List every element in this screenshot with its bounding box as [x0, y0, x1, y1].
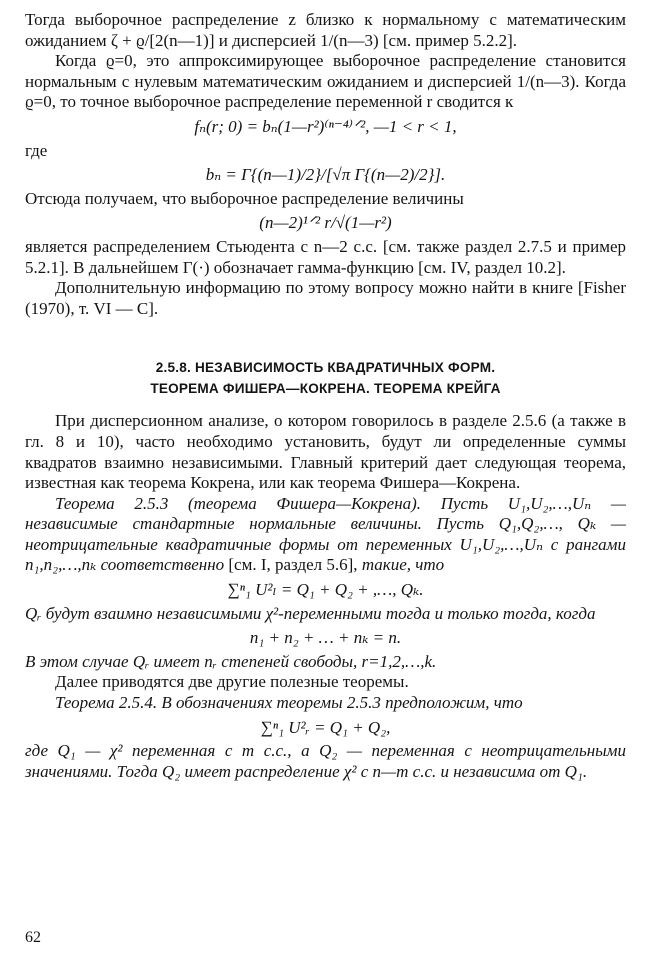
paragraph: где: [25, 140, 48, 160]
paragraph: При дисперсионном анализе, о котором говорилось в разделе 2.5.6 (а также в гл. 8 и 10), часто необходимо установить, будут ли определенные суммы квадратов взаимно независимыми. Главный критерий дает следующая теорема, известная как теорема Кокрена, или как теорема Фишера—Кокрена.: [25, 411, 626, 493]
section-heading-line: ТЕОРЕМА ФИШЕРА—КОКРЕНА. ТЕОРЕМА КРЕЙГА: [150, 381, 501, 397]
paragraph: Тогда выборочное распределение z близко к нормальному с математическим ожиданием ζ + ϱ/[2(n—1)] и дисперсией 1/(n—3) [см. пример 5.2.2].: [25, 10, 626, 50]
paragraph: является распределением Стьюдента с n—2 с.с. [см. также раздел 2.7.5 и пример 5.2.1]. В дальнейшем Γ(·) обозначает гамма-функцию [см. IV, раздел 10.2].: [25, 236, 626, 277]
formula: ∑ⁿ₁ U²ᵣ = Q₁ + Q₂,: [260, 717, 391, 737]
theorem-text: Qᵣ будут взаимно независимыми χ²-переменными тогда и только тогда, когда: [25, 603, 596, 623]
formula: fₙ(r; 0) = bₙ(1—r²)⁽ⁿ⁻⁴⁾ᐟ², —1 < r < 1,: [194, 116, 457, 136]
theorem-statement: Теорема 2.5.4. В обозначениях теоремы 2.5.3 предположим, что: [55, 693, 523, 713]
section-heading: [25, 357, 626, 399]
paragraph: Дополнительную информацию по этому вопросу можно найти в книге [Fisher (1970), т. VI — C].: [25, 278, 626, 318]
formula: (n—2)¹ᐟ² r/√(1—r²): [259, 213, 392, 233]
page-text: [25, 10, 626, 782]
formula: ∑ⁿ₁ U²ₗ = Q₁ + Q₂ + ,…, Qₖ.: [227, 580, 424, 600]
theorem-text: такие, что: [357, 555, 445, 575]
section-heading-line: 2.5.8. НЕЗАВИСИМОСТЬ КВАДРАТИЧНЫХ ФОРМ.: [155, 360, 496, 376]
formula: bₙ = Γ{(n—1)/2}/[√π Γ{(n—2)/2}].: [205, 165, 446, 185]
paragraph: Отсюда получаем, что выборочное распределение величины: [25, 188, 464, 208]
theorem-statement: [25, 494, 626, 576]
page-number: 62: [25, 929, 41, 946]
theorem-reference: [см. I, раздел 5.6],: [224, 555, 358, 575]
paragraph: Далее приводятся две другие полезные теоремы.: [55, 672, 409, 692]
formula: n₁ + n₂ + … + nₖ = n.: [249, 628, 402, 648]
theorem-text: В этом случае Qᵣ имеет nᵣ степеней свободы, r=1,2,…,k.: [25, 651, 437, 671]
paragraph: Когда ϱ=0, это аппроксимирующее выборочное распределение становится нормальным с нулевым математическим ожиданием и дисперсией 1/(n—3). Когда ϱ=0, то точное выборочное распределение переменной r сводится к: [25, 51, 626, 112]
theorem-text: где Q₁ — χ² переменная с m с.с., а Q₂ — переменная с неотрицательными значениями. Тогда Q₂ имеет распределение χ² с n—m с.с. и независима от Q₁.: [25, 741, 626, 781]
theorem-text: Теорема 2.5.3 (теорема Фишера—Кокрена). Пусть U₁,U₂,…,Uₙ — независимые стандартные нормальные величины. Пусть Q₁,Q₂,…, Qₖ — неотрицательные квадратичные формы от переменных U₁,U₂,…,Uₙ с рангами n₁,n₂,…,nₖ соответственно: [25, 493, 626, 575]
